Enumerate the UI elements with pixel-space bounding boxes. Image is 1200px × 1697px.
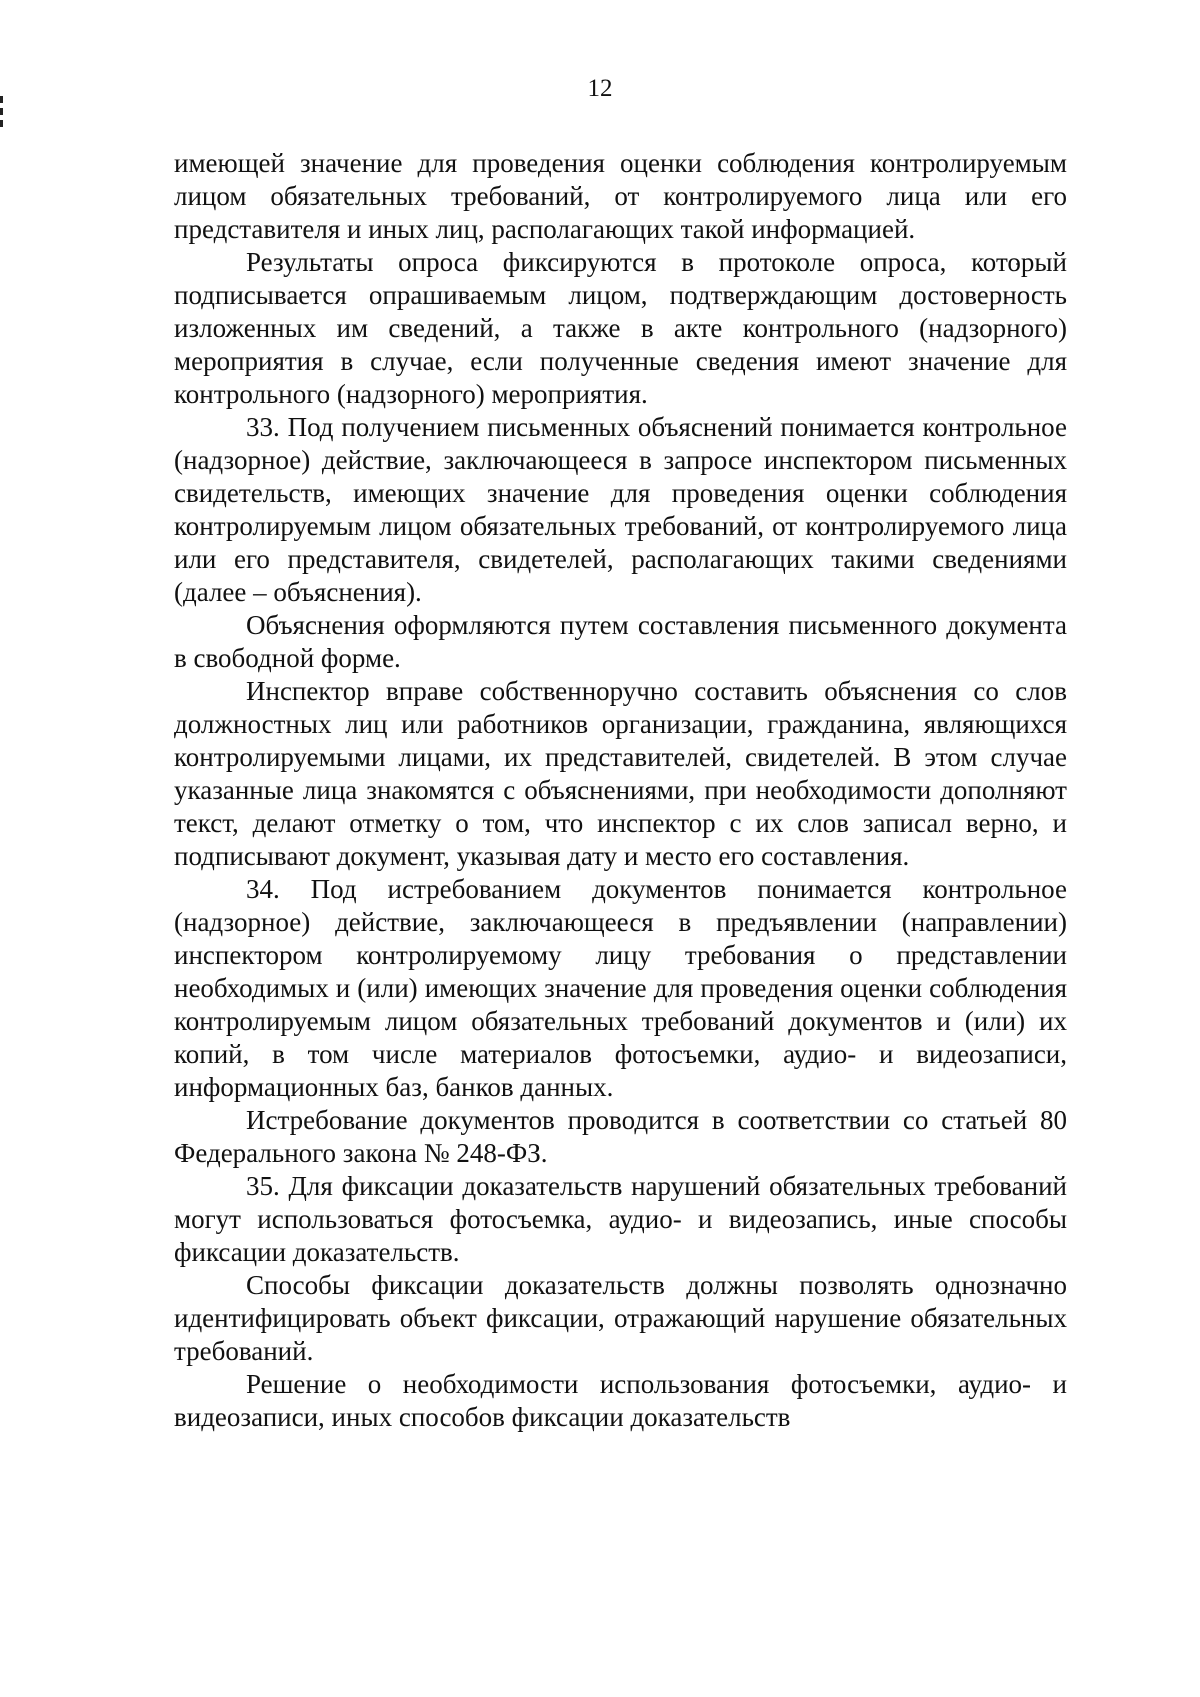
paragraph-item-34: 34. Под истребованием документов понимается контрольное (надзорное) действие, заключающееся в предъявлении (направлении) инспектором контролируемому лицу требования о представлении необходимых и (или) имеющих значение для проведения оценки соблюдения контролируемым лицом обязательных требований документов и (или) их копий, в том числе материалов фотосъемки, аудио- и видеозаписи, информационных баз, банков данных. [174, 874, 1067, 1102]
paragraph-item-33: 33. Под получением письменных объяснений понимается контрольное (надзорное) действие, заключающееся в запросе инспектором письменных свидетельств, имеющих значение для проведения оценки соблюдения контролируемым лицом обязательных требований, от контролируемого лица или его представителя, свидетелей, располагающих такими сведениями (далее – объяснения). [174, 412, 1067, 607]
paragraph-document-request: Истребование документов проводится в соответствии со статьей 80 Федерального закона № 248-ФЗ. [174, 1105, 1067, 1168]
paragraph-decision: Решение о необходимости использования фотосъемки, аудио- и видеозаписи, иных способов фиксации доказательств [174, 1369, 1067, 1432]
paragraph-item-35: 35. Для фиксации доказательств нарушений обязательных требований могут использоваться фотосъемка, аудио- и видеозапись, иные способы фиксации доказательств. [174, 1171, 1067, 1267]
document-body [174, 147, 1067, 1434]
page-number: 12 [587, 75, 613, 102]
paragraph-explanations-form: Объяснения оформляются путем составления письменного документа в свободной форме. [174, 610, 1067, 673]
paragraph-continuation: имеющей значение для проведения оценки соблюдения контролируемым лицом обязательных требований, от контролируемого лица или его представителя и иных лиц, располагающих такой информацией. [174, 148, 1067, 244]
paragraph-inspector-rights: Инспектор вправе собственноручно составить объяснения со слов должностных лиц или работников организации, гражданина, являющихся контролируемыми лицами, их представителей, свидетелей. В этом случае указанные лица знакомятся с объяснениями, при необходимости дополняют текст, делают отметку о том, что инспектор с их слов записал верно, и подписывают документ, указывая дату и место его составления. [174, 676, 1067, 871]
paragraph-survey-results: Результаты опроса фиксируются в протоколе опроса, который подписывается опрашиваемым лицом, подтверждающим достоверность изложенных им сведений, а также в акте контрольного (надзорного) мероприятия в случае, если полученные сведения имеют значение для контрольного (надзорного) мероприятия. [174, 247, 1067, 409]
paragraph-evidence-methods: Способы фиксации доказательств должны позволять однозначно идентифицировать объект фиксации, отражающий нарушение обязательных требований. [174, 1270, 1067, 1366]
